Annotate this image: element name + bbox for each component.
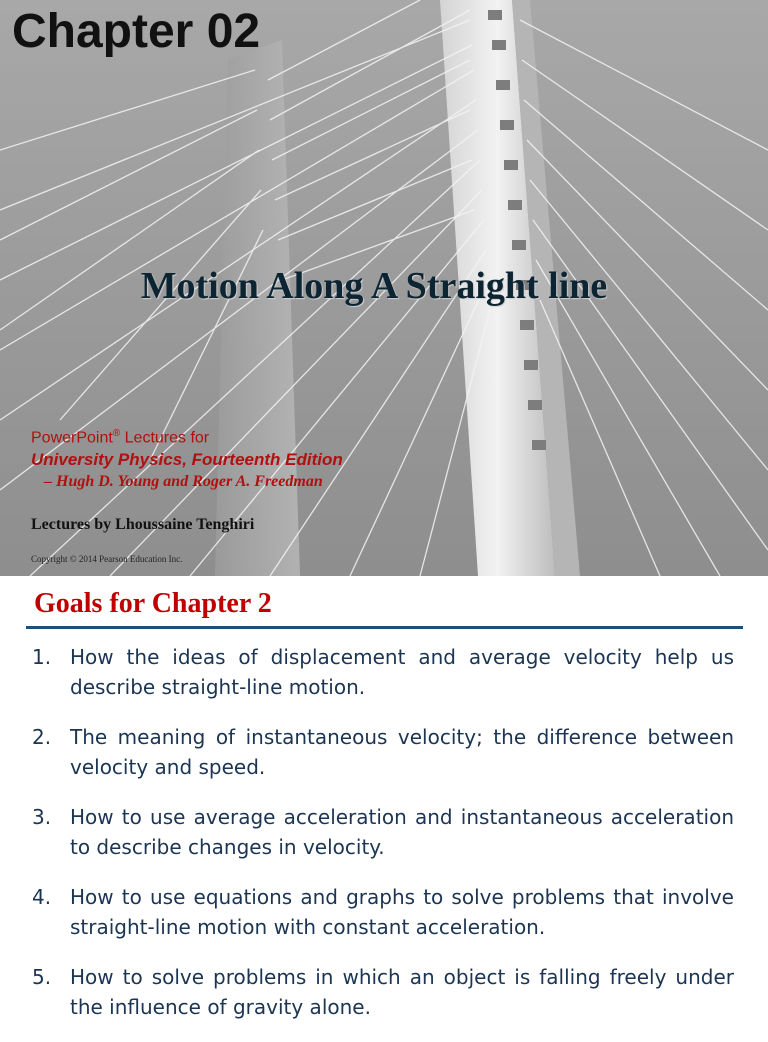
goal-text: How to use equations and graphs to solve problems that involve straight-line motion with constant acceleration.: [70, 885, 734, 939]
powerpoint-label: PowerPoint: [31, 429, 113, 447]
goal-number: 3.: [32, 805, 52, 829]
slide-title: Motion Along A Straight line: [140, 265, 608, 307]
lectures-for-label: Lectures for: [120, 429, 210, 447]
goals-title: Goals for Chapter 2: [34, 588, 272, 619]
lecturer-credit: Lectures by Lhoussaine Tenghiri: [31, 516, 255, 533]
goal-item-5: [32, 962, 734, 1022]
goals-slide: [0, 576, 768, 1024]
goal-text: How the ideas of displacement and average velocity help us describe straight-line motion.: [70, 645, 734, 699]
goal-item-4: [32, 882, 734, 942]
goal-number: 2.: [32, 725, 52, 749]
book-title: University Physics, Fourteenth Edition: [31, 450, 343, 469]
registered-mark: ®: [112, 428, 121, 439]
goal-number: 1.: [32, 645, 52, 669]
goal-number: 5.: [32, 965, 52, 989]
powerpoint-lectures-line: [31, 428, 209, 447]
goal-text: How to use average acceleration and instantaneous acceleration to describe changes in velocity.: [70, 805, 734, 859]
goal-item-1: [32, 642, 734, 702]
goal-number: 4.: [32, 885, 52, 909]
goals-list: [32, 642, 734, 1042]
book-authors: – Hugh D. Young and Roger A. Freedman: [44, 473, 323, 490]
goal-text: The meaning of instantaneous velocity; the difference between velocity and speed.: [70, 725, 734, 779]
chapter-heading: Chapter 02: [12, 5, 261, 58]
title-divider: [26, 626, 743, 629]
copyright-notice: Copyright © 2014 Pearson Education Inc.: [31, 554, 183, 564]
goal-item-3: [32, 802, 734, 862]
goal-text: How to solve problems in which an object is falling freely under the influence of gravity alone.: [70, 965, 734, 1019]
goal-item-2: [32, 722, 734, 782]
